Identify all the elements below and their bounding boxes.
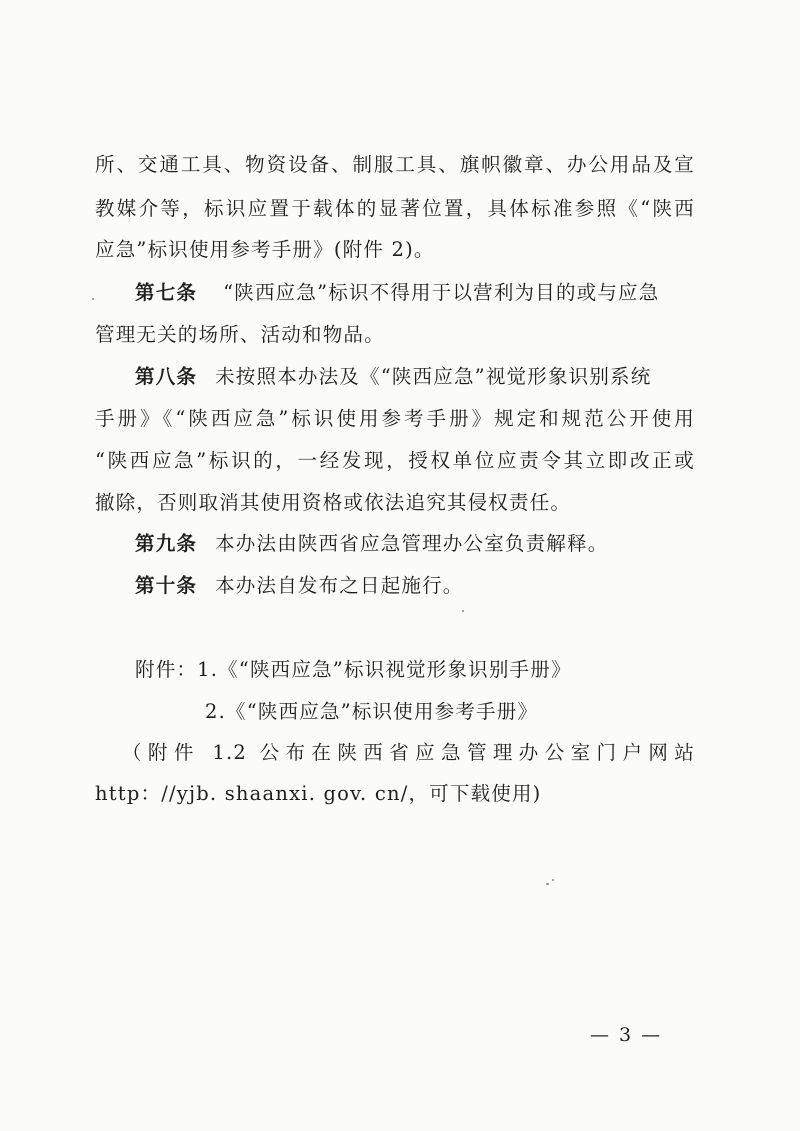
paragraph-line: 教媒介等，标识应置于载体的显著位置，具体标准参照《“陕西 — [95, 197, 695, 220]
article-10 — [135, 571, 695, 601]
attachment-note-line-1: （附件 1.2 公布在陕西省应急管理办公室门户网站 — [122, 741, 695, 764]
scan-speck — [546, 883, 549, 885]
page-number: — 3 — — [590, 1024, 663, 1046]
paragraph-line: 手册》《“陕西应急”标识使用参考手册》规定和规范公开使用 — [95, 407, 695, 430]
article-8 — [135, 362, 695, 392]
paragraph-line: 应急”标识使用参考手册》(附件 2)。 — [95, 238, 435, 261]
article-9-text: 本办法由陕西省应急管理办公室负责解释。 — [215, 532, 609, 555]
article-10-text: 本办法自发布之日起施行。 — [215, 574, 464, 597]
paragraph-line: 撤除，否则取消其使用资格或依法追究其侵权责任。 — [95, 491, 572, 514]
article-10-label: 第十条 — [135, 574, 198, 597]
article-9-label: 第九条 — [135, 532, 198, 555]
article-8-label: 第八条 — [135, 365, 198, 388]
scan-speck — [552, 879, 554, 881]
article-8-text: 未按照本办法及《“陕西应急”视觉形象识别系统 — [215, 365, 652, 388]
article-7-label: 第七条 — [135, 281, 198, 304]
attachment-note-line-2: http：//yjb. shaanxi. gov. cn/，可下载使用) — [95, 782, 542, 805]
attachment-line-2: 2.《“陕西应急”标识使用参考手册》 — [205, 700, 539, 723]
article-7 — [135, 278, 695, 308]
paragraph-line: 所、交通工具、物资设备、制服工具、旗帜徽章、办公用品及宣 — [95, 153, 695, 176]
scan-speck — [462, 610, 464, 612]
article-9 — [135, 529, 695, 559]
attachment-line-1: 附件：1.《“陕西应急”标识视觉形象识别手册》 — [135, 658, 572, 681]
scan-speck — [92, 298, 94, 300]
paragraph-line: 管理无关的场所、活动和物品。 — [95, 323, 385, 346]
paragraph-line: “陕西应急”标识的，一经发现，授权单位应责令其立即改正或 — [95, 449, 695, 472]
article-7-text: “陕西应急”标识不得用于以营利为目的或与应急 — [223, 281, 660, 304]
